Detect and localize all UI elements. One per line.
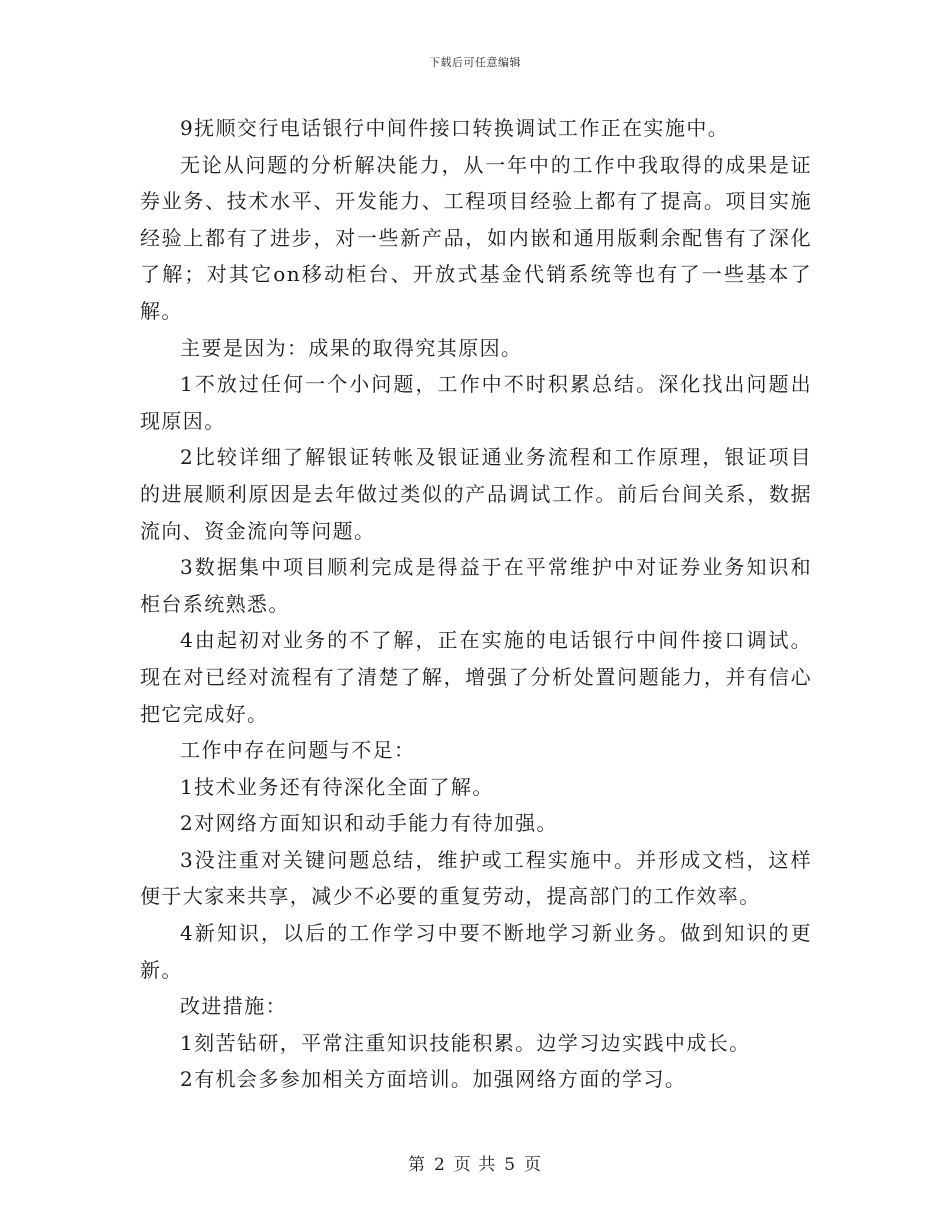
section-heading: 改进措施： [180,994,287,1019]
paragraph: 4由起初对业务的不了解，正在实施的电话银行中间件接口调试。现在对已经对流程有了清楚了解，增强了分析处置问题能力，并有信心把它完成好。 [140,628,812,726]
paragraph: 1不放过任何一个小问题，工作中不时积累总结。深化找出问题出现原因。 [140,372,812,433]
paragraph: 9抚顺交行电话银行中间件接口转换调试工作正在实施中。 [180,116,730,140]
paragraph: 3数据集中项目顺利完成是得益于在平常维护中对证券业务知识和柜台系统熟悉。 [140,555,812,616]
section-heading: 工作中存在问题与不足： [180,738,416,763]
paragraph: 1刻苦钻研，平常注重知识技能积累。边学习边实践中成长。 [180,1030,751,1055]
page-header: 下载后可任意编辑 [429,56,521,69]
page-footer [0,1150,950,1175]
paragraph: 主要是因为：成果的取得究其原因。 [180,335,523,360]
footer-suffix: 页 [524,1155,543,1175]
paragraph: 4新知识，以后的工作学习中要不断地学习新业务。做到知识的更新。 [140,921,812,982]
document-body [140,110,812,1098]
footer-page-number: 2 [433,1155,446,1175]
footer-mid: 页 共 [453,1155,497,1175]
paragraph: 2比较详细了解银证转帐及银证通业务流程和工作原理，银证项目的进展顺利原因是去年做过类似的产品调试工作。前后台间关系，数据流向、资金流向等问题。 [140,445,812,543]
paragraph: 3没注重对关键问题总结，维护或工程实施中。并形成文档，这样便于大家来共享，减少不必要的重复劳动，提高部门的工作效率。 [140,847,812,909]
paragraph: 2有机会多参加相关方面培训。加强网络方面的学习。 [180,1067,687,1092]
paragraph: 无论从问题的分析解决能力，从一年中的工作中我取得的成果是证券业务、技术水平、开发能力、工程项目经验上都有了提高。项目实施经验上都有了进步，对一些新产品，如内嵌和通用版剩余配售有了深化了解；对其它on移动柜台、开放式基金代销系统等也有了一些基本了解。 [140,152,812,323]
paragraph: 2对网络方面知识和动手能力有待加强。 [180,811,558,836]
footer-prefix: 第 [407,1155,426,1175]
footer-total-pages: 5 [504,1155,517,1175]
paragraph: 1技术业务还有待深化全面了解。 [180,774,494,799]
